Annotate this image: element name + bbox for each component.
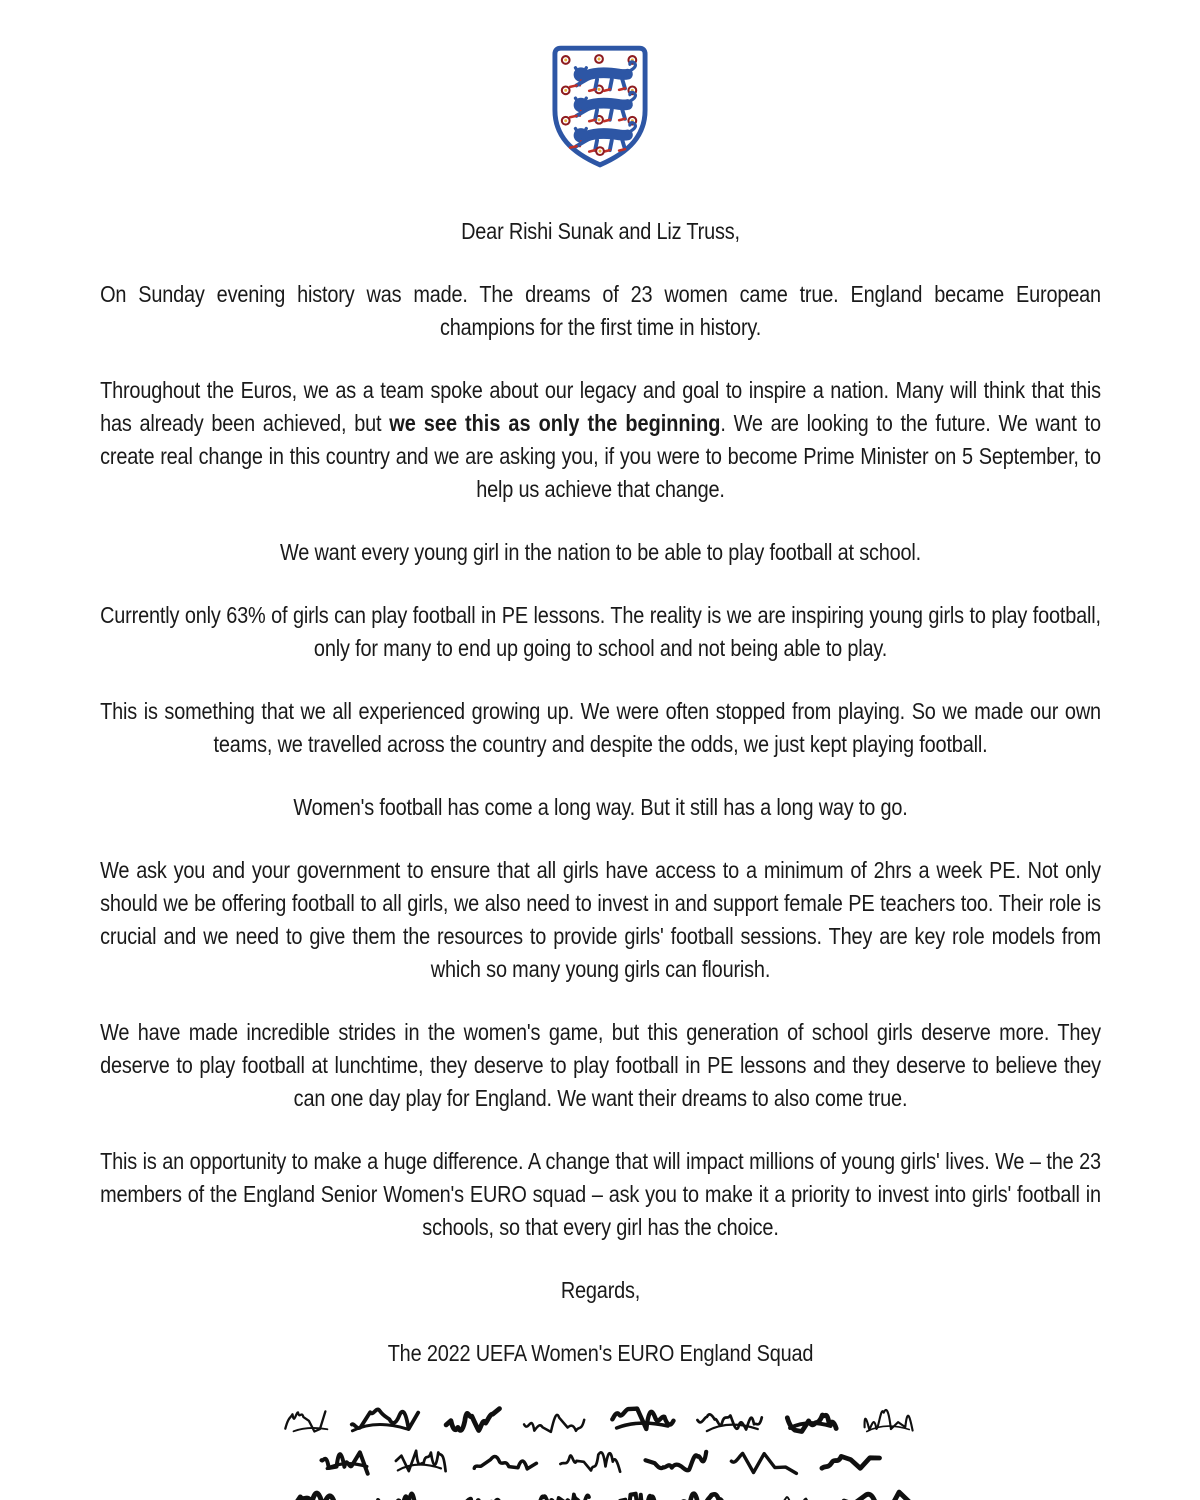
signature (857, 1403, 918, 1439)
bold-phrase: we see this as only the beginning (388, 410, 720, 436)
signatures (0, 1400, 1200, 1500)
signature (439, 1403, 505, 1439)
signature (282, 1403, 330, 1439)
signature (837, 1487, 916, 1500)
signature (346, 1403, 423, 1439)
signature (467, 1445, 541, 1481)
signature (389, 1445, 451, 1481)
signature (605, 1403, 678, 1439)
signature-row (0, 1484, 1200, 1500)
signature (817, 1445, 884, 1481)
closing: Regards, (560, 1277, 640, 1303)
salutation: Dear Rishi Sunak and Liz Truss, (460, 218, 740, 244)
paragraph-9: This is an opportunity to make a huge difference. A change that will impact millions of young girls' lives. We – the 23 members of the England Senior Women's EURO squad – ask you to make it a priority to invest into girls' football in schools, so that every girl has the choice. (99, 1148, 1101, 1240)
england-three-lions-crest-icon (551, 45, 649, 169)
paragraph-2-post: . We are looking to the future. We want to create real change in this country and we are asking you, if you were to become Prime Minister on 5 September, to help us achieve that change. (99, 410, 1101, 502)
signature (316, 1445, 373, 1481)
paragraph-8: We have made incredible strides in the women's game, but this generation of school girls deserve more. They deserve to play football at lunchtime, they deserve to play football in PE lessons and they deserve to believe they can one day play for England. We want their dreams to also come true. (99, 1019, 1101, 1111)
signature (677, 1487, 746, 1500)
sign-off: The 2022 UEFA Women's EURO England Squad (387, 1340, 813, 1366)
paragraph-2-pre: Throughout the Euros, we as a team spoke about our legacy and goal to inspire a nation. Many will think that this has already been achieved, but (99, 377, 1101, 436)
signature-row (0, 1400, 1200, 1442)
signature (442, 1487, 515, 1500)
paragraph-2 (100, 374, 1101, 506)
paragraph-7: We ask you and your government to ensure that all girls have access to a minimum of 2hrs a week PE. Not only should we be offering football to all girls, we also need to invest in and support female PE teachers too. Their role is crucial and we need to give them the resources to provide girls' football sessions. They are key role models from which so many young girls can flourish. (99, 857, 1101, 982)
signature-row (0, 1442, 1200, 1484)
paragraph-1: On Sunday evening history was made. The dreams of 23 women came true. England became European champions for the first time in history. (99, 281, 1101, 340)
signature (641, 1445, 711, 1481)
signature (610, 1487, 661, 1500)
signature (762, 1487, 821, 1500)
paragraph-5: This is something that we all experienced growing up. We were often stopped from playing. So we made our own teams, we travelled across the country and despite the odds, we just kept playing football. (99, 698, 1101, 757)
signature (557, 1445, 625, 1481)
paragraph-6: Women's football has come a long way. But it still has a long way to go. (292, 794, 908, 820)
signature (284, 1487, 351, 1500)
signature (521, 1403, 589, 1439)
paragraph-4: Currently only 63% of girls can play football in PE lessons. The reality is we are inspiring young girls to play football, only for many to end up going to school and not being able to play. (99, 602, 1101, 661)
signature (727, 1445, 801, 1481)
signature (783, 1403, 841, 1439)
signature (531, 1487, 594, 1500)
letter-body (100, 215, 1101, 1370)
paragraph-3: We want every young girl in the nation to be able to play football at school. (279, 539, 921, 565)
signature (367, 1487, 426, 1500)
signature (694, 1403, 767, 1439)
